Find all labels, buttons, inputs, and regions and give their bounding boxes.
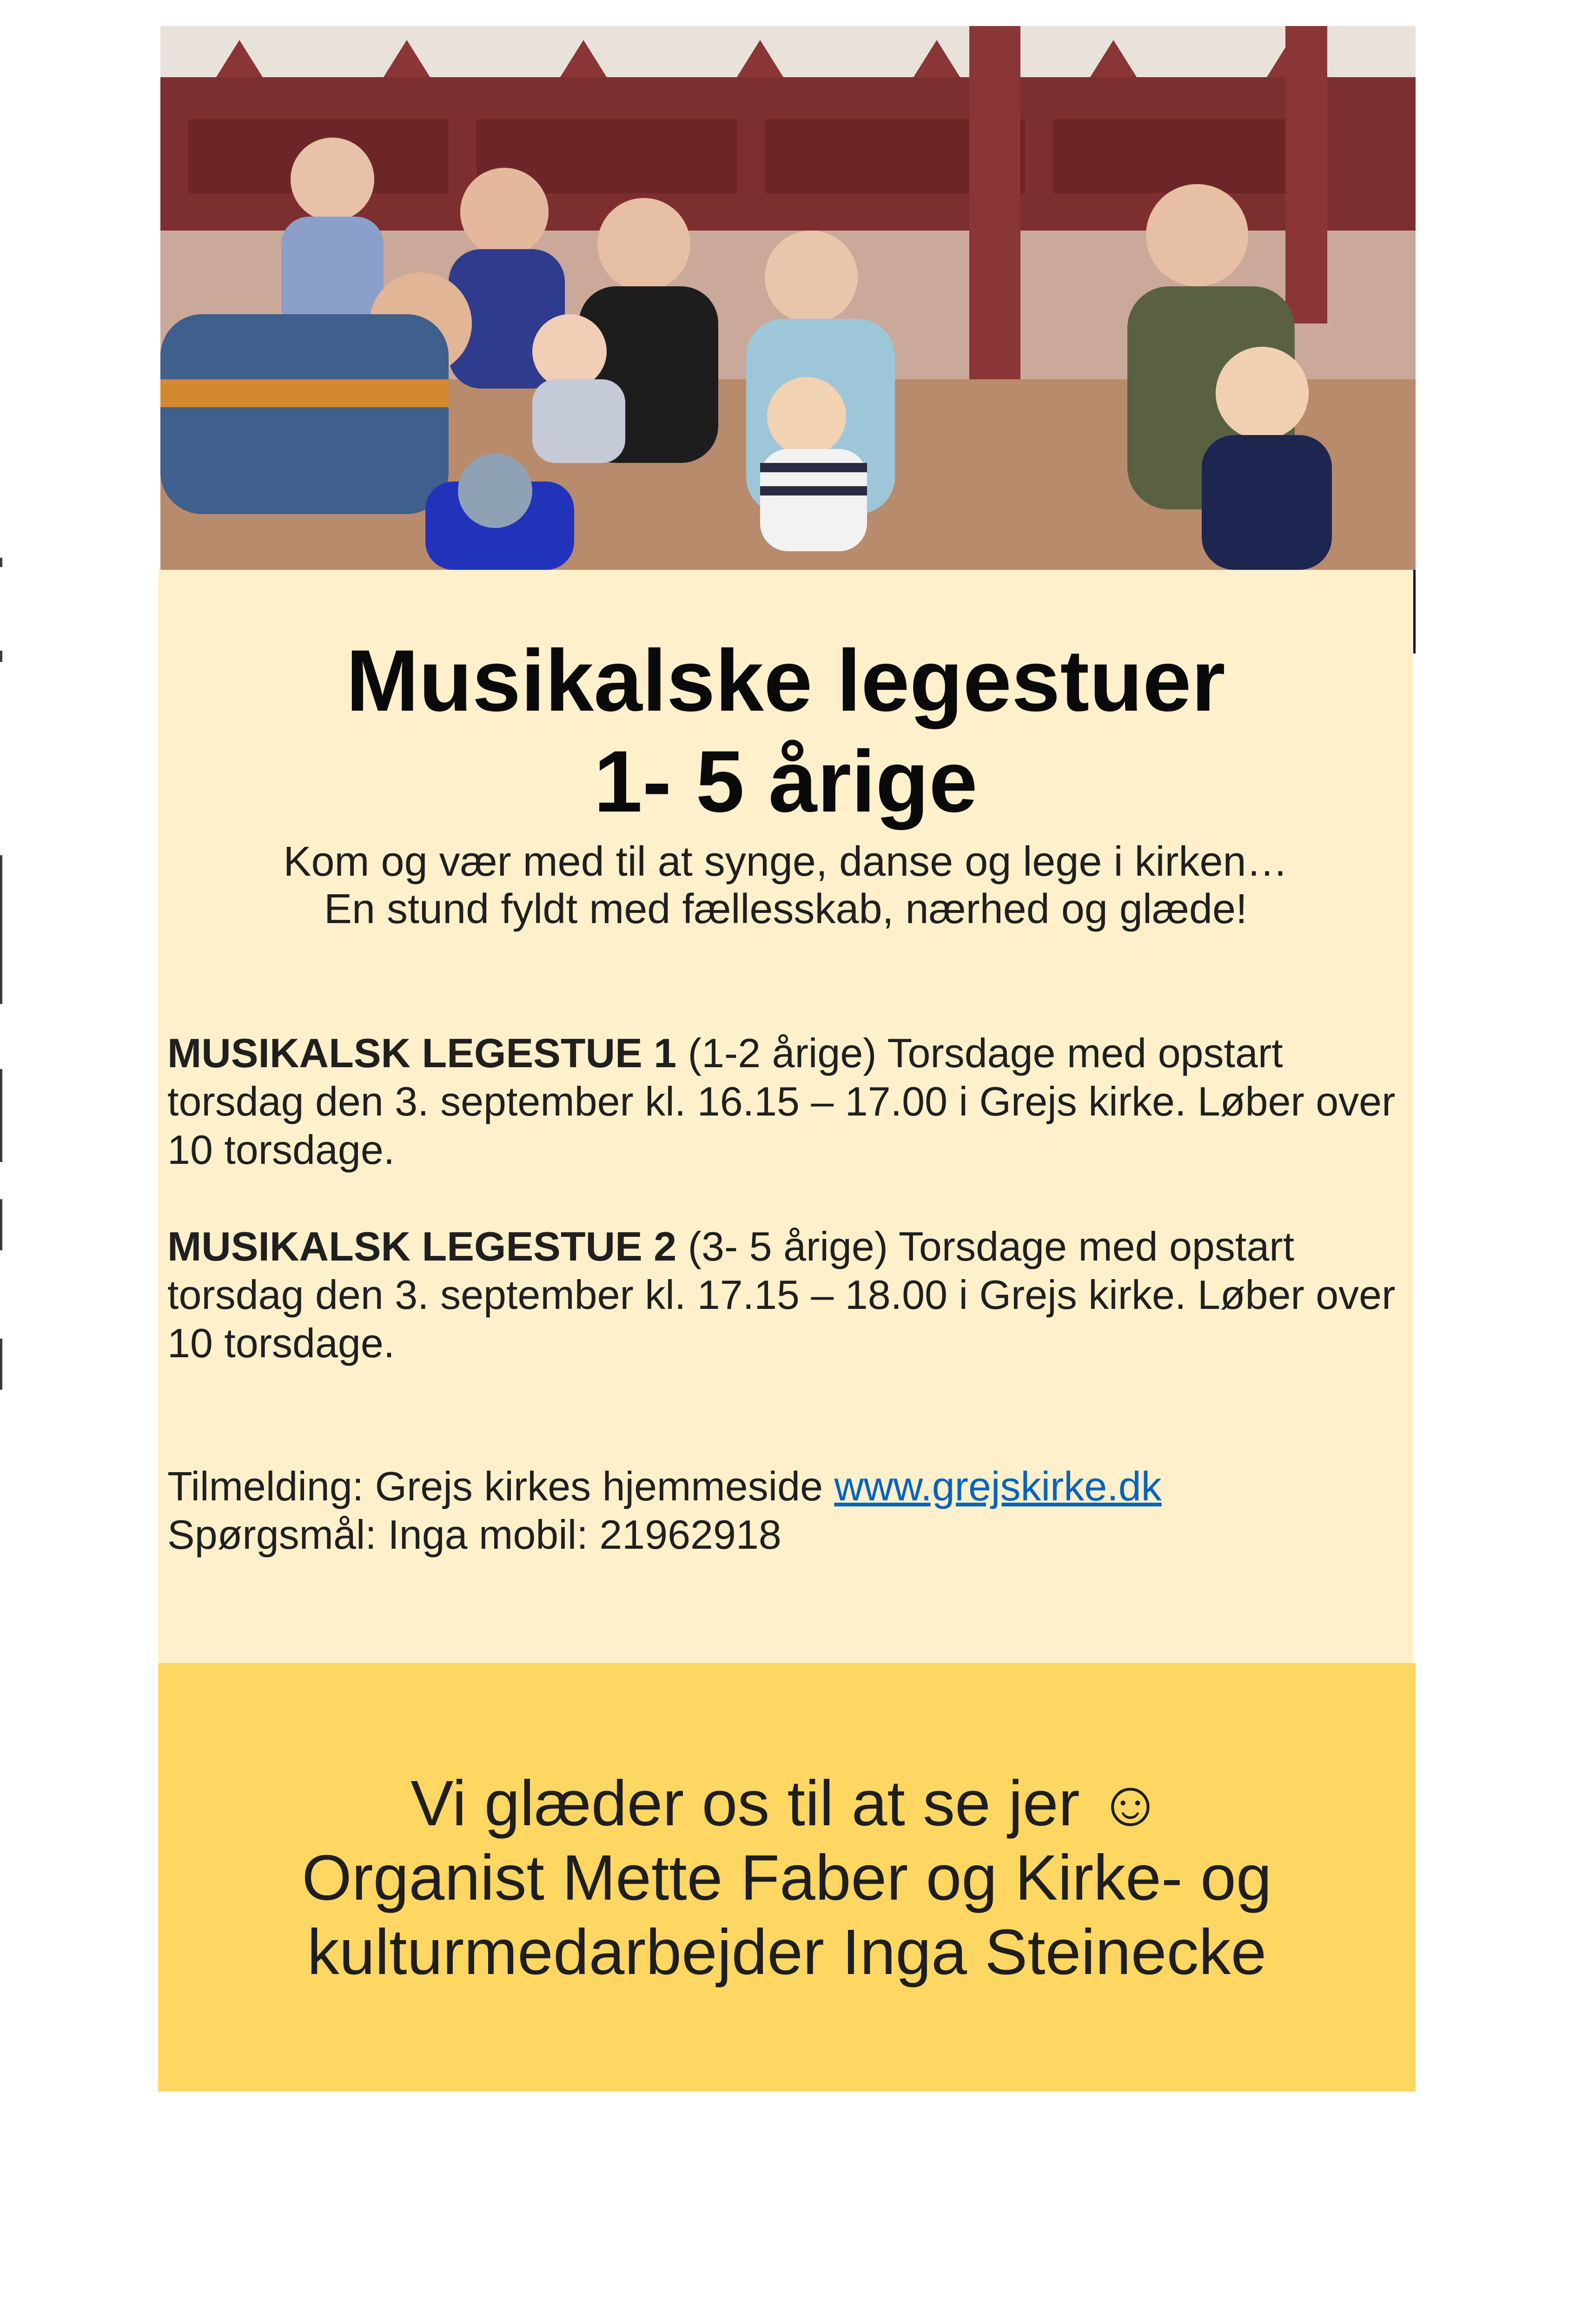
website-link[interactable]: www.grejskirke.dk — [834, 1463, 1162, 1509]
session-2-paragraph — [167, 1222, 1404, 1367]
session-1-paragraph — [167, 1029, 1404, 1174]
header-photo — [160, 26, 1416, 570]
session-2-body: (3- 5 årige) Torsdage med opstart torsdag den 3. september kl. 17.15 – 18.00 i Grejs kirke. Løber over 10 torsdage. — [167, 1223, 1396, 1366]
questions-line: Spørgsmål: Inga mobil: 21962918 — [167, 1512, 781, 1558]
info-panel — [158, 570, 1413, 1663]
banner-greeting: Vi glæder os til at se jer ☺ — [410, 1768, 1163, 1839]
signup-line — [167, 1462, 1404, 1511]
signup-label: Tilmelding: Grejs kirkes hjemmeside — [167, 1463, 834, 1509]
page-subtitle-age: 1- 5 årige — [594, 733, 978, 830]
session-1-body: (1-2 årige) Torsdage med opstart torsdag den 3. september kl. 16.15 – 17.00 i Grejs kirke. Løber over 10 torsdage. — [167, 1030, 1396, 1173]
session-2-heading: MUSIKALSK LEGESTUE 2 — [167, 1223, 677, 1269]
session-1-heading: MUSIKALSK LEGESTUE 1 — [167, 1030, 677, 1076]
banner-coworker: kulturmedarbejder Inga Steinecke — [307, 1916, 1267, 1988]
photo-icon — [160, 26, 1416, 570]
page-title: Musikalske legestuer — [346, 632, 1225, 729]
banner-organist: Organist Mette Faber og Kirke- og — [302, 1842, 1272, 1914]
intro-line-1: Kom og vær med til at synge, danse og lege i kirken… — [283, 838, 1288, 885]
closing-banner — [158, 1663, 1416, 2092]
intro-line-2: En stund fyldt med fællesskab, nærhed og glæde! — [324, 886, 1248, 932]
